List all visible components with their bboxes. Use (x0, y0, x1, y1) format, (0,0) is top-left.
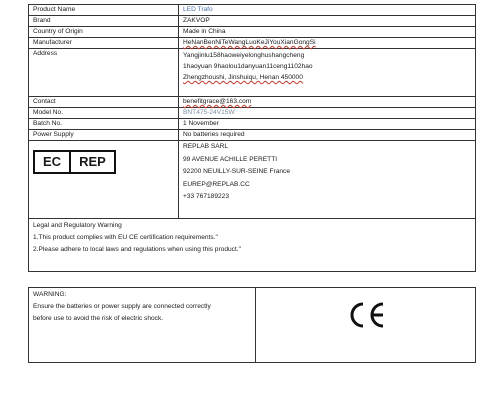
legal-title: Legal and Regulatory Warning (33, 222, 122, 229)
ec-rep-symbol-cell (29, 141, 179, 219)
ec-rep-line-4: EUREP@REPLAB.CC (183, 180, 250, 188)
ec-rep-line-5: +33 767189223 (183, 193, 230, 200)
row-address (29, 49, 476, 97)
label-model: Model No. (29, 108, 179, 119)
row-brand (29, 16, 476, 27)
ec-rep-left: EC (43, 154, 62, 169)
address-line-3: Zhengzhoushi, Jinshuiqu, Henan 450000 (183, 74, 303, 81)
value-contact: benefitgrace@163.com (183, 98, 252, 105)
address-line-2: 1haoyuan 9haolou1danyuan11ceng1102hao (183, 63, 313, 70)
value-model: BNT475-24V15W (179, 108, 476, 119)
row-batch (29, 119, 476, 130)
row-country (29, 27, 476, 38)
row-product-name (29, 5, 476, 16)
ec-rep-line-3: 92200 NEUILLY-SUR-SEINE France (183, 168, 291, 175)
value-product-name: LED Trafo (179, 5, 476, 16)
label-product-name: Product Name (29, 5, 179, 16)
product-info-table (28, 4, 476, 219)
row-model (29, 108, 476, 119)
row-ec-rep (29, 141, 476, 219)
row-power (29, 130, 476, 141)
ce-mark-cell (256, 288, 475, 362)
ec-rep-line-2: 99 AVENUE ACHILLE PERETTI (183, 155, 278, 163)
label-country: Country of Origin (29, 27, 179, 38)
label-power: Power Supply (29, 130, 179, 141)
ec-rep-line-1: REPLAB SARL (183, 143, 229, 150)
warning-ce-row (28, 287, 476, 363)
ec-rep-right: REP (69, 152, 114, 172)
legal-item-1: 1.This product complies with EU CE certification requirements." (33, 234, 218, 241)
ec-rep-details (179, 141, 476, 219)
value-contact-cell (179, 97, 476, 108)
row-contact (29, 97, 476, 108)
warning-box (29, 288, 256, 362)
value-brand: ZAKVOP (179, 16, 476, 27)
label-address: Address (29, 49, 179, 97)
label-contact: Contact (29, 97, 179, 108)
value-batch: 1 November (179, 119, 476, 130)
warning-line-1: Ensure the batteries or power supply are connected correctly (33, 303, 211, 310)
ec-rep-symbol (33, 150, 116, 174)
label-sheet (28, 4, 476, 363)
legal-item-2: 2.Please adhere to local laws and regulations when using this product." (33, 246, 241, 253)
value-address (179, 49, 476, 97)
label-brand: Brand (29, 16, 179, 27)
warning-line-2: before use to avoid the risk of electric shock. (33, 315, 164, 322)
value-power: No batteries required (179, 130, 476, 141)
label-manufacturer: Manufacturer (29, 38, 179, 49)
warning-title: WARNING: (33, 291, 67, 298)
value-manufacturer-cell (179, 38, 476, 49)
row-manufacturer (29, 38, 476, 49)
address-line-1: Yangjinlu158haoweiyelonghushangcheng (183, 52, 305, 59)
value-country: Made in China (179, 27, 476, 38)
ce-mark-icon (346, 300, 386, 330)
label-batch: Batch No. (29, 119, 179, 130)
value-manufacturer: HeNanBenNiTeWangLuoKeJiYouXianGongSi (183, 39, 316, 46)
legal-warning-box (28, 219, 476, 272)
